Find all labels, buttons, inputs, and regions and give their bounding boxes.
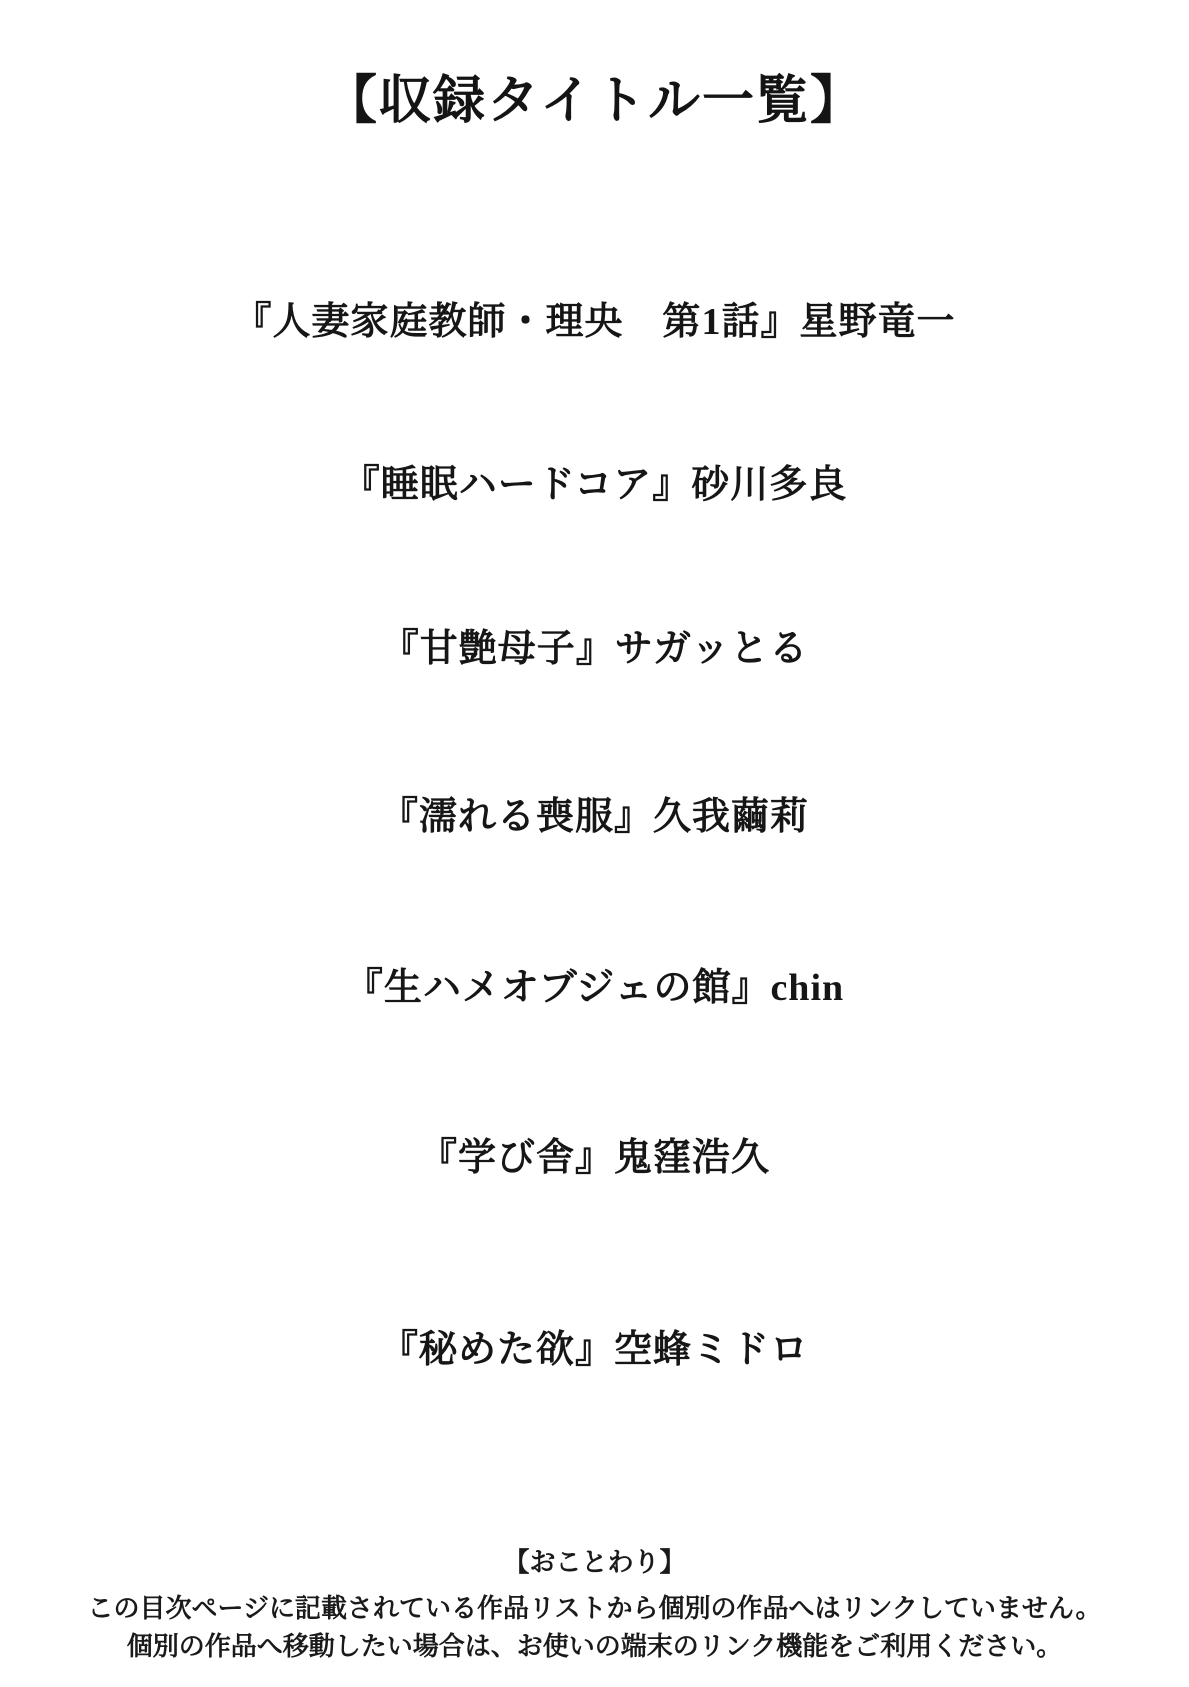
- toc-entry: 『秘めた欲』空蜂ミドロ: [379, 1329, 809, 1371]
- toc-entry: 『人妻家庭教師・理央 第1話』星野竜一: [233, 301, 956, 343]
- toc-entry: 『濡れる喪服』久我繭莉: [379, 796, 809, 838]
- disclaimer-notice: [0, 1542, 1189, 1665]
- toc-entry: 『睡眠ハードコア』砂川多良: [341, 464, 848, 506]
- disclaimer-line: この目次ページに記載されている作品リストから個別の作品へはリンクしていません。: [87, 1593, 1102, 1623]
- toc-entry: 『学び舎』鬼窪浩久: [418, 1137, 770, 1179]
- disclaimer-heading: 【おことわり】: [503, 1547, 686, 1577]
- toc-entry: 『甘艶母子』サガッとる: [380, 628, 809, 670]
- page-title: 【収録タイトル一覧】: [325, 73, 864, 130]
- toc-entry: 『生ハメオブジェの館』chin: [344, 967, 845, 1009]
- disclaimer-line: 個別の作品へ移動したい場合は、お使いの端末のリンク機能をご利用ください。: [126, 1631, 1063, 1661]
